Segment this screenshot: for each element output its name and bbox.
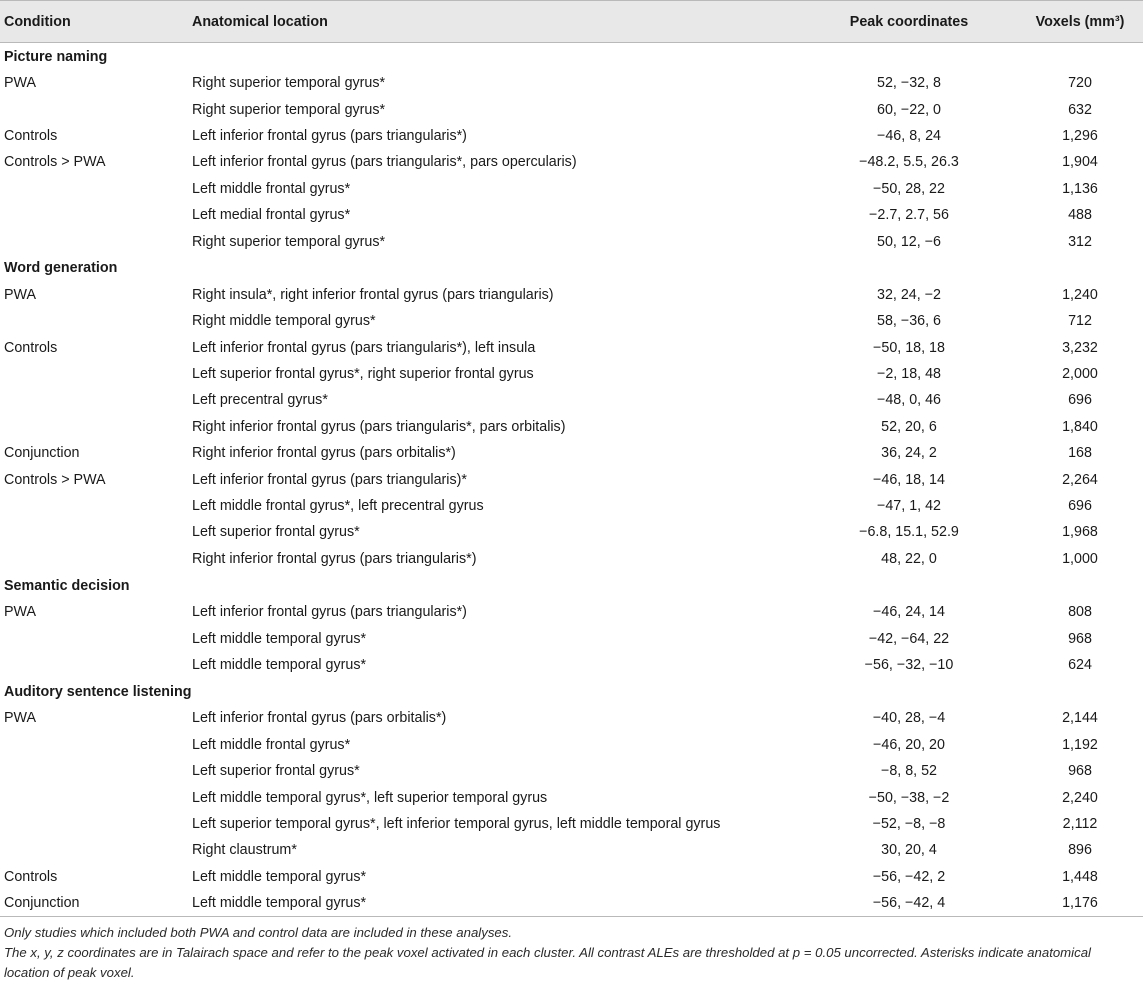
cell-anatomical-location: Left inferior frontal gyrus (pars triangularis*, pars opercularis) [192, 154, 577, 171]
cell-peak-coordinates: 52, 20, 6 [881, 418, 937, 435]
cell-peak-coordinates: −50, −38, −2 [868, 789, 950, 806]
cell-peak-coordinates: −42, −64, 22 [868, 630, 950, 647]
cell-peak-coordinates: −40, 28, −4 [872, 710, 946, 727]
cell-peak-coordinates: −50, 28, 22 [873, 180, 945, 197]
cell-anatomical-location: Right inferior frontal gyrus (pars orbitalis*) [192, 445, 456, 462]
cell-peak-coordinates: −2, 18, 48 [877, 366, 941, 383]
cell-peak-coordinates: −50, 18, 18 [873, 339, 945, 356]
section-title: Word generation [4, 260, 118, 277]
cell-condition [0, 784, 192, 810]
section-row [0, 255, 1143, 282]
cell-voxels: 808 [1068, 604, 1092, 621]
cell-anatomical-location: Left middle temporal gyrus* [192, 868, 367, 885]
cell-voxels: 720 [1068, 75, 1092, 92]
cell-peak-coordinates: 60, −22, 0 [877, 101, 941, 118]
cell-peak-coordinates: −48, 0, 46 [877, 392, 941, 409]
cell-peak-coordinates: −46, 8, 24 [877, 127, 941, 144]
cell-anatomical-location: Left middle temporal gyrus* [192, 890, 801, 916]
cell-peak-coordinates: −2.7, 2.7, 56 [869, 207, 949, 224]
table-body [0, 43, 1143, 917]
table-row [0, 149, 1143, 175]
cell-voxels: 168 [1068, 445, 1092, 462]
table-row [0, 652, 1143, 678]
cell-condition [0, 625, 192, 651]
cell-condition [0, 519, 192, 545]
footnote: Only studies which included both PWA and control data are included in these analyses. [4, 924, 513, 940]
table-row [0, 387, 1143, 413]
cell-anatomical-location: Left middle temporal gyrus* [192, 657, 367, 673]
cell-voxels: 3,232 [1062, 339, 1098, 356]
cell-peak-coordinates: −47, 1, 42 [877, 498, 941, 515]
table-row [0, 811, 1143, 837]
cell-voxels: 968 [1068, 763, 1092, 780]
table-row [0, 202, 1143, 228]
table-row [0, 546, 1143, 572]
footnote: The x, y, z coordinates are in Talairach space and refer to the peak voxel activated in each cluster. All contrast ALEs are thresholded at p = 0.05 uncorrected. Asterisks indicate anatomical location of peak voxel. [4, 944, 1091, 980]
table-row [0, 96, 1143, 122]
cell-condition [0, 228, 192, 254]
table-row [0, 864, 1143, 890]
header-voxels: Voxels (mm³) [1035, 13, 1125, 30]
cell-anatomical-location: Left superior frontal gyrus* [192, 524, 360, 541]
cell-peak-coordinates: 52, −32, 8 [877, 75, 941, 92]
cell-voxels: 1,840 [1062, 418, 1098, 435]
cell-voxels: 696 [1068, 392, 1092, 409]
table-header [0, 1, 1143, 43]
table-footnotes [0, 917, 1143, 983]
section-title: Semantic decision [4, 577, 130, 594]
cell-condition: PWA [4, 75, 37, 92]
cell-voxels: 1,904 [1062, 154, 1098, 171]
cell-condition [0, 202, 192, 228]
cell-condition [0, 387, 192, 413]
section-title: Auditory sentence listening [4, 683, 192, 700]
cell-condition: PWA [4, 604, 37, 621]
table-row [0, 493, 1143, 519]
cell-voxels: 696 [1068, 498, 1092, 515]
cell-anatomical-location: Right superior temporal gyrus* [192, 75, 386, 92]
table-row [0, 599, 1143, 625]
cell-voxels: 1,000 [1062, 550, 1098, 567]
header-row [0, 1, 1143, 43]
table-row [0, 414, 1143, 440]
cell-anatomical-location: Left middle frontal gyrus*, left precentral gyrus [192, 498, 484, 515]
table-row [0, 228, 1143, 254]
cell-condition: PWA [4, 710, 37, 727]
table-row [0, 784, 1143, 810]
cell-anatomical-location: Right inferior frontal gyrus (pars triangularis*) [192, 550, 477, 567]
cell-voxels: 1,240 [1062, 286, 1098, 303]
cell-anatomical-location: Left middle temporal gyrus* [192, 630, 367, 647]
cell-anatomical-location: Left precentral gyrus* [192, 392, 328, 409]
cell-anatomical-location: Left middle frontal gyrus* [192, 736, 351, 753]
cell-anatomical-location: Left inferior frontal gyrus (pars triangularis)* [192, 471, 467, 488]
header-peak-coordinates: Peak coordinates [849, 13, 969, 30]
table-row [0, 466, 1143, 492]
cell-anatomical-location: Right superior temporal gyrus* [192, 101, 386, 118]
table-row [0, 732, 1143, 758]
cell-condition [0, 811, 192, 837]
cell-peak-coordinates: 58, −36, 6 [877, 313, 941, 330]
cell-peak-coordinates: 30, 20, 4 [881, 842, 937, 859]
cell-condition: PWA [4, 286, 37, 303]
cell-anatomical-location: Left inferior frontal gyrus (pars orbitalis*) [192, 710, 447, 727]
cell-anatomical-location: Right middle temporal gyrus* [192, 313, 376, 330]
cell-condition [0, 732, 192, 758]
cell-voxels: 312 [1068, 233, 1092, 250]
table-row [0, 837, 1143, 863]
cell-peak-coordinates: −8, 8, 52 [880, 763, 938, 780]
section-row [0, 572, 1143, 599]
section-row [0, 678, 1143, 705]
cell-condition [0, 837, 192, 863]
cell-condition [0, 493, 192, 519]
cell-condition [0, 361, 192, 387]
cell-voxels: 632 [1068, 101, 1092, 118]
cell-voxels: 1,192 [1062, 736, 1098, 753]
table-row [0, 705, 1143, 731]
cell-anatomical-location: Left medial frontal gyrus* [192, 207, 351, 224]
cell-condition: Controls > PWA [4, 471, 106, 488]
cell-anatomical-location: Left inferior frontal gyrus (pars triangularis*), left insula [192, 339, 536, 356]
cell-anatomical-location: Right superior temporal gyrus* [192, 233, 386, 250]
cell-voxels: 896 [1068, 842, 1092, 859]
cell-condition [0, 758, 192, 784]
table-row [0, 335, 1143, 361]
header-condition: Condition [4, 13, 71, 30]
cell-voxels: 1,448 [1062, 868, 1098, 885]
table-row [0, 758, 1143, 784]
cell-condition [0, 308, 192, 334]
table-row [0, 70, 1143, 96]
cell-peak-coordinates: −56, −32, −10 [864, 657, 954, 673]
cell-condition: Controls > PWA [4, 154, 106, 171]
table-row [0, 519, 1143, 545]
cell-condition [0, 546, 192, 572]
cell-peak-coordinates: −46, 20, 20 [873, 736, 945, 753]
table-row [0, 176, 1143, 202]
cell-condition [0, 176, 192, 202]
cell-peak-coordinates: −56, −42, 4 [801, 890, 1017, 916]
cell-condition: Conjunction [0, 890, 192, 916]
cell-peak-coordinates: −6.8, 15.1, 52.9 [859, 524, 959, 541]
table-row [0, 890, 1143, 916]
cell-voxels: 2,112 [1062, 815, 1098, 832]
cell-voxels: 1,296 [1062, 127, 1098, 144]
table-row [0, 308, 1143, 334]
cell-anatomical-location: Left middle frontal gyrus* [192, 180, 351, 197]
cell-peak-coordinates: 36, 24, 2 [881, 445, 937, 462]
cell-condition [0, 652, 192, 678]
cell-voxels: 712 [1068, 313, 1092, 330]
cell-voxels: 624 [1068, 657, 1092, 673]
cell-voxels: 1,968 [1062, 524, 1098, 541]
cell-voxels: 2,240 [1062, 789, 1098, 806]
cell-peak-coordinates: −52, −8, −8 [872, 815, 946, 832]
section-row [0, 43, 1143, 71]
cell-anatomical-location: Left superior temporal gyrus*, left inferior temporal gyrus, left middle temporal gyrus [192, 815, 721, 832]
cell-peak-coordinates: −46, 24, 14 [873, 604, 945, 621]
cell-peak-coordinates: −56, −42, 2 [872, 868, 946, 885]
cell-voxels: 2,144 [1062, 710, 1098, 727]
cell-condition [0, 414, 192, 440]
cell-condition: Controls [4, 868, 58, 885]
cell-peak-coordinates: 48, 22, 0 [881, 550, 937, 567]
cell-voxels: 968 [1068, 630, 1092, 647]
cell-voxels: 1,176 [1017, 890, 1143, 916]
cell-condition: Controls [4, 127, 58, 144]
cell-voxels: 488 [1068, 207, 1092, 224]
cell-anatomical-location: Left superior frontal gyrus* [192, 763, 360, 780]
table-row [0, 625, 1143, 651]
table-row [0, 361, 1143, 387]
cell-anatomical-location: Left middle temporal gyrus*, left superior temporal gyrus [192, 789, 548, 806]
cell-anatomical-location: Left inferior frontal gyrus (pars triangularis*) [192, 127, 467, 144]
cell-peak-coordinates: 50, 12, −6 [877, 233, 941, 250]
cell-anatomical-location: Right inferior frontal gyrus (pars triangularis*, pars orbitalis) [192, 418, 566, 435]
cell-peak-coordinates: −48.2, 5.5, 26.3 [859, 154, 959, 171]
cell-peak-coordinates: 32, 24, −2 [877, 286, 941, 303]
table-row [0, 440, 1143, 466]
cell-condition: Conjunction [4, 445, 80, 462]
cell-voxels: 2,000 [1062, 366, 1098, 383]
cell-voxels: 2,264 [1062, 471, 1098, 488]
cell-condition: Controls [4, 339, 58, 356]
cell-peak-coordinates: −46, 18, 14 [873, 471, 945, 488]
table-row [0, 282, 1143, 308]
cell-anatomical-location: Left superior frontal gyrus*, right superior frontal gyrus [192, 366, 534, 383]
cell-condition [0, 96, 192, 122]
cell-voxels: 1,136 [1062, 180, 1098, 197]
cell-anatomical-location: Right claustrum* [192, 842, 297, 859]
table-row [0, 123, 1143, 149]
section-title: Picture naming [4, 48, 108, 65]
cell-anatomical-location: Left inferior frontal gyrus (pars triangularis*) [192, 604, 467, 621]
header-anatomical-location: Anatomical location [192, 13, 328, 30]
cell-anatomical-location: Right insula*, right inferior frontal gyrus (pars triangularis) [192, 286, 554, 303]
